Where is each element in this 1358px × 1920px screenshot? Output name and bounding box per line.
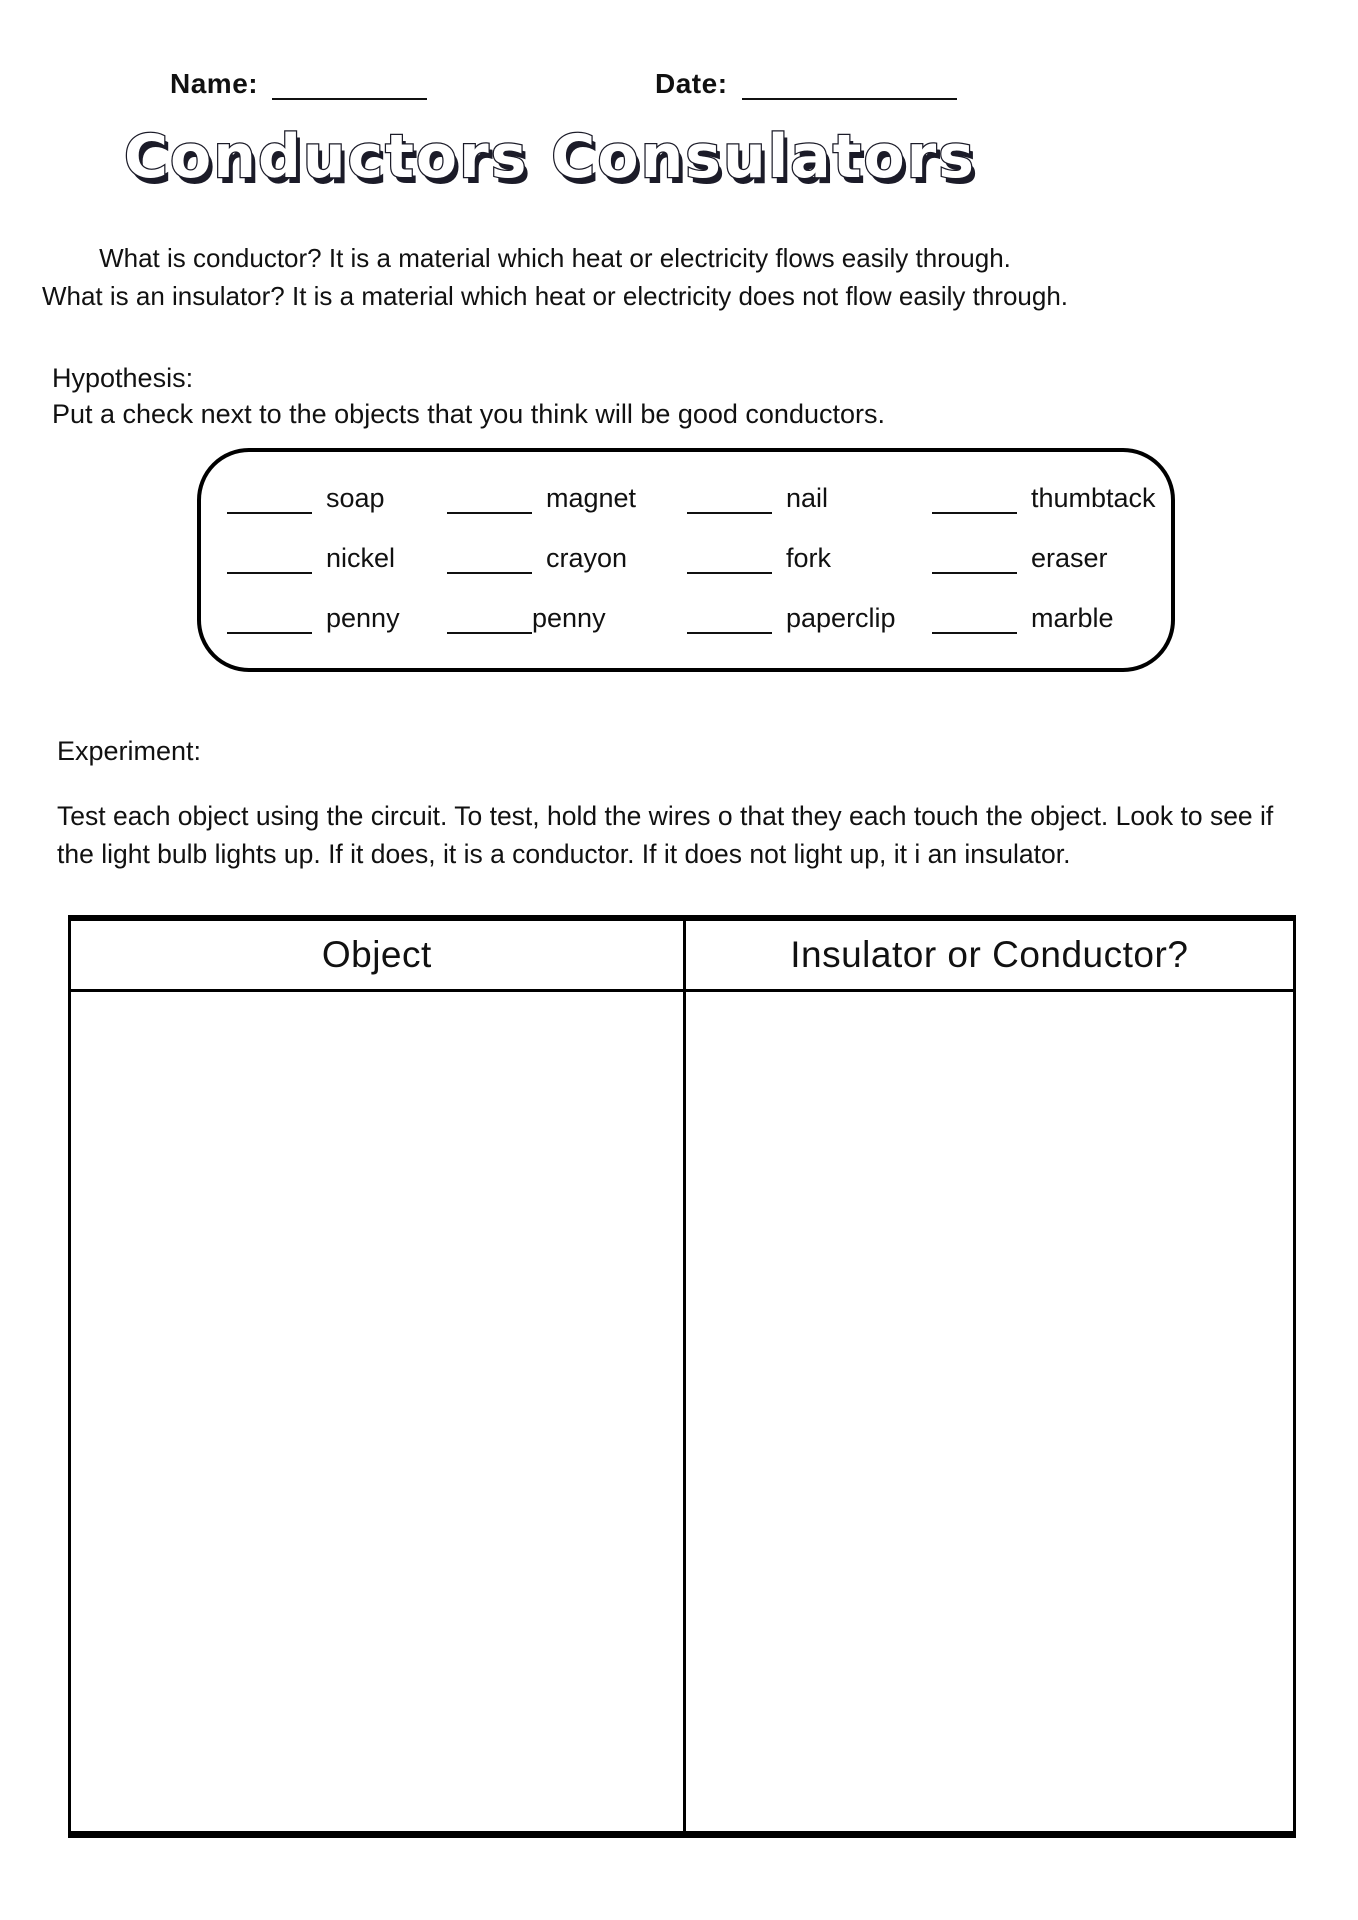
experiment-instructions: Test each object using the circuit. To test, hold the wires o that they each touch the object. Look to see if the light bulb lights up. If it does, it is a conductor. If it does not light up, it i an insulator.: [57, 801, 1274, 869]
check-blank-soap[interactable]: [227, 486, 312, 514]
item-label-marble: marble: [1031, 602, 1114, 633]
insulator-definition: What is an insulator? It is a material which heat or electricity does not flow easily through.: [41, 281, 1069, 311]
hypothesis-item-paperclip: [687, 603, 932, 634]
hypothesis-heading: Hypothesis:: [52, 363, 194, 393]
results-table: [68, 915, 1296, 1838]
hypothesis-row-1: [227, 468, 1156, 528]
check-blank-fork[interactable]: [687, 546, 772, 574]
item-label-penny-1: penny: [326, 602, 400, 633]
hypothesis-item-nickel: [227, 543, 447, 574]
title-container: [0, 122, 1100, 192]
item-label-crayon: crayon: [546, 542, 628, 573]
item-label-fork: fork: [786, 542, 832, 573]
hypothesis-instruction: Put a check next to the objects that you think will be good conductors.: [52, 399, 885, 429]
item-label-nickel: nickel: [326, 542, 396, 573]
hypothesis-objects-box: [197, 448, 1175, 672]
check-blank-marble[interactable]: [932, 606, 1017, 634]
name-label: Name:: [170, 68, 259, 99]
hypothesis-row-3: [227, 588, 1156, 648]
check-blank-paperclip[interactable]: [687, 606, 772, 634]
object-column-header: Object: [71, 921, 686, 989]
name-field: [170, 68, 427, 100]
experiment-heading: Experiment:: [57, 736, 202, 766]
insulator-or-conductor-write-area[interactable]: [686, 992, 1293, 1831]
hypothesis-item-penny-2: [447, 603, 687, 634]
hypothesis-item-fork: [687, 543, 932, 574]
page-title: Conductors Consulators: [124, 122, 976, 192]
check-blank-thumbtack[interactable]: [932, 486, 1017, 514]
conductor-definition: What is conductor? It is a material which heat or electricity flows easily through.: [99, 243, 1011, 273]
hypothesis-item-crayon: [447, 543, 687, 574]
item-label-paperclip: paperclip: [786, 602, 896, 633]
item-label-magnet: magnet: [546, 482, 637, 513]
item-label-nail: nail: [786, 482, 829, 513]
hypothesis-item-magnet: [447, 483, 687, 514]
date-blank-line[interactable]: [742, 68, 957, 100]
item-label-penny-2: penny: [532, 602, 606, 633]
results-table-header-row: [71, 921, 1293, 992]
results-table-body: [71, 992, 1293, 1831]
insulator-or-conductor-column-header: Insulator or Conductor?: [790, 934, 1189, 975]
date-label: Date:: [655, 68, 728, 99]
hypothesis-item-eraser: [932, 543, 1156, 574]
item-label-thumbtack: thumbtack: [1031, 482, 1156, 513]
item-label-soap: soap: [326, 482, 385, 513]
check-blank-magnet[interactable]: [447, 486, 532, 514]
name-blank-line[interactable]: [272, 68, 427, 100]
check-blank-nail[interactable]: [687, 486, 772, 514]
check-blank-penny-1[interactable]: [227, 606, 312, 634]
name-date-row: [0, 68, 1358, 108]
hypothesis-item-penny-1: [227, 603, 447, 634]
date-field: [655, 68, 957, 100]
check-blank-crayon[interactable]: [447, 546, 532, 574]
object-column-write-area[interactable]: [71, 992, 686, 1831]
check-blank-nickel[interactable]: [227, 546, 312, 574]
item-label-eraser: eraser: [1031, 542, 1108, 573]
hypothesis-row-2: [227, 528, 1156, 588]
hypothesis-item-marble: [932, 603, 1156, 634]
hypothesis-item-thumbtack: [932, 483, 1156, 514]
check-blank-penny-2[interactable]: [447, 606, 532, 634]
check-blank-eraser[interactable]: [932, 546, 1017, 574]
hypothesis-item-nail: [687, 483, 932, 514]
hypothesis-item-soap: [227, 483, 447, 514]
